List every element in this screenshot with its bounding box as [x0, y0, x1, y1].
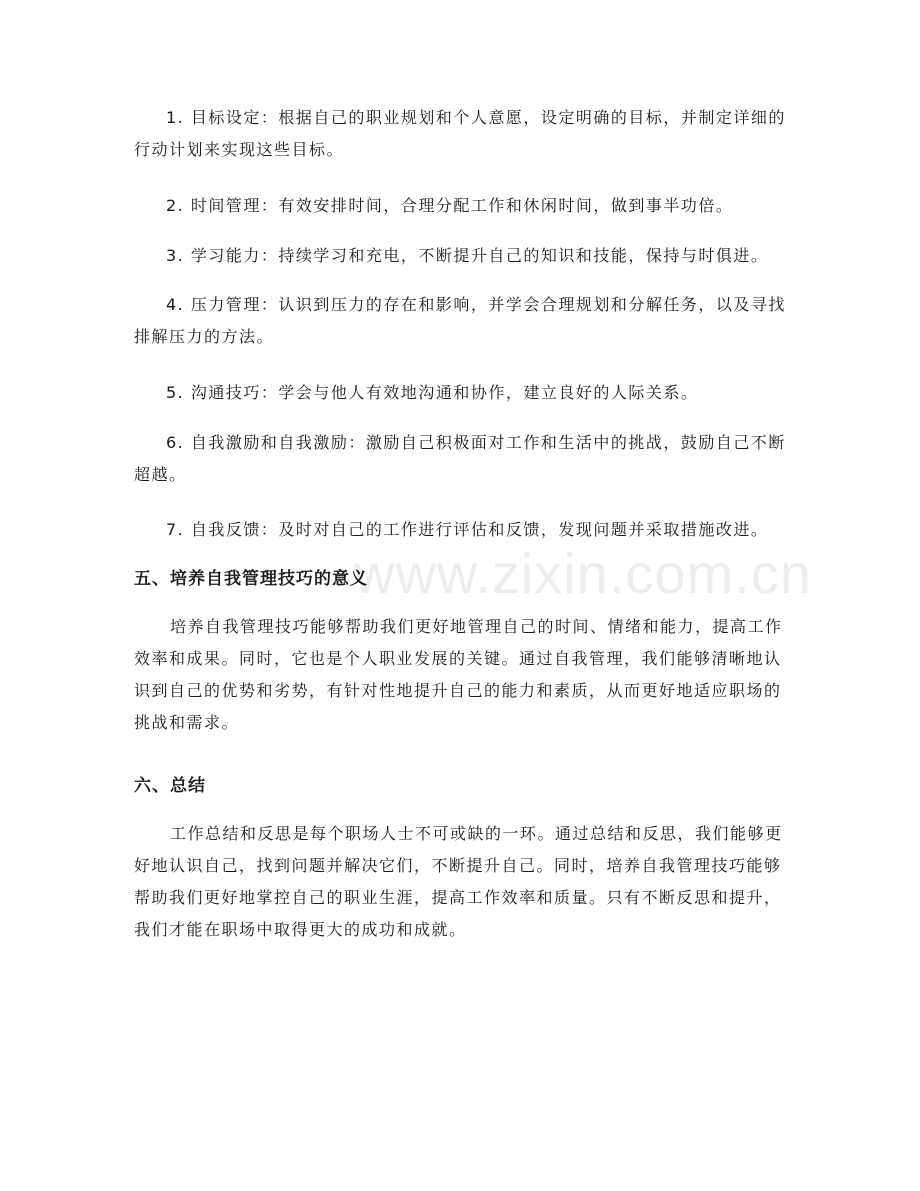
section-body-summary: 工作总结和反思是每个职场人士不可或缺的一环。通过总结和反思，我们能够更好地认识自己，找到问题并解决它们，不断提升自己。同时，培养自我管理技巧能够帮助我们更好地掌控自己的职业生涯，提高工作效率和质量。只有不断反思和提升，我们才能在职场中取得更大的成功和成就。: [134, 824, 783, 939]
list-item-self-feedback: 7. 自我反馈：及时对自己的工作进行评估和反馈，发现问题并采取措施改进。: [166, 520, 769, 539]
section-heading-significance: 五、培养自我管理技巧的意义: [134, 569, 368, 589]
section-heading-summary: 六、总结: [134, 776, 206, 796]
section-body-significance: 培养自我管理技巧能够帮助我们更好地管理自己的时间、情绪和能力，提高工作效率和成果。同时，它也是个人职业发展的关键。通过自我管理，我们能够清晰地认识到自己的优势和劣势，有针对性地提升自己的能力和素质，从而更好地适应职场的挑战和需求。: [134, 617, 783, 732]
list-item-stress-management: 4. 压力管理：认识到压力的存在和影响，并学会合理规划和分解任务，以及寻找排解压力的方法。: [134, 295, 786, 346]
list-item-communication: 5. 沟通技巧：学会与他人有效地沟通和协作，建立良好的人际关系。: [166, 383, 699, 402]
list-item-self-motivation: 6. 自我激励和自我激励：激励自己积极面对工作和生活中的挑战，鼓励自己不断超越。: [134, 433, 786, 484]
list-item-time-management: 2. 时间管理：有效安排时间，合理分配工作和休闲时间，做到事半功倍。: [166, 196, 734, 215]
list-item-learning-ability: 3. 学习能力：持续学习和充电，不断提升自己的知识和技能，保持与时俱进。: [166, 246, 769, 265]
watermark: www.zixin.com.cn: [354, 542, 812, 605]
list-item-goal-setting: 1. 目标设定：根据自己的职业规划和个人意愿，设定明确的目标，并制定详细的行动计划来实现这些目标。: [134, 108, 786, 159]
